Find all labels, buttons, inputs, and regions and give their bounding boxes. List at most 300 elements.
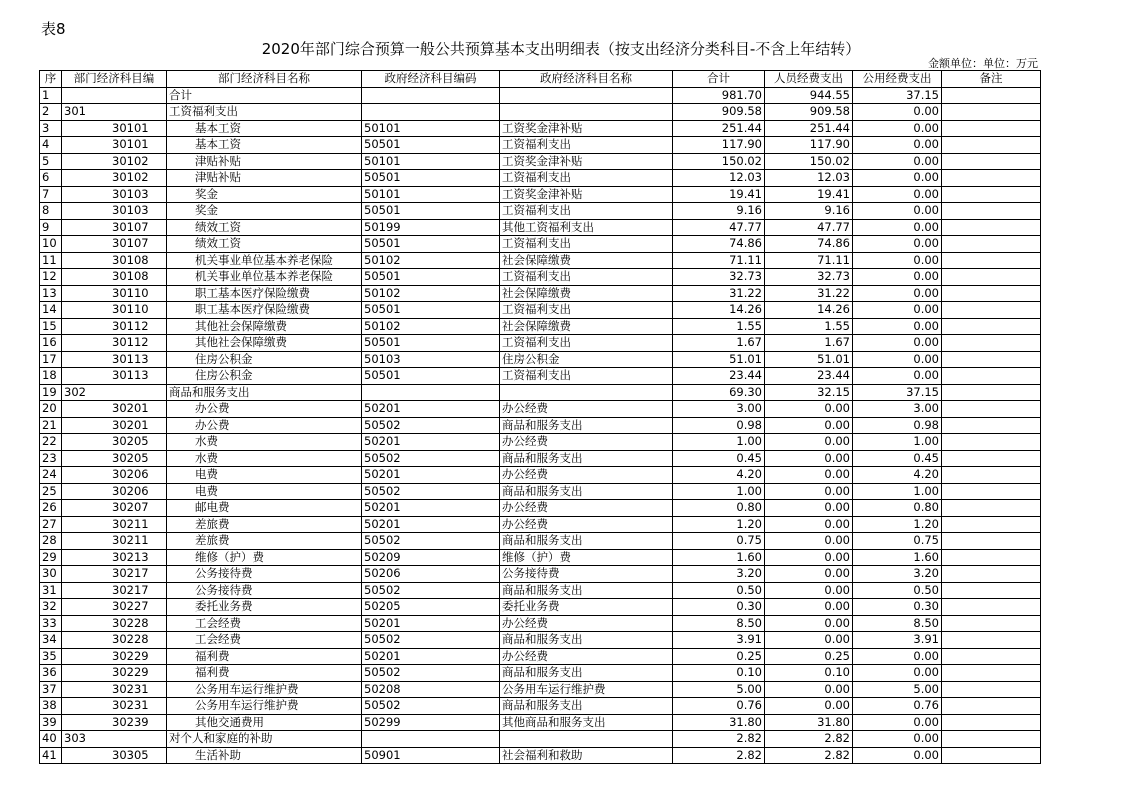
cell-dept-code: 30211 [62,533,167,550]
table-row [40,434,1041,451]
cell-gov-name: 维修（护）费 [500,549,673,566]
table-row [40,714,1041,731]
cell-total: 150.02 [673,153,765,170]
cell-gov-code: 50502 [362,698,500,715]
cell-dept-name: 办公费 [167,401,362,418]
cell-public: 5.00 [853,681,942,698]
cell-total: 32.73 [673,269,765,286]
cell-seq: 29 [40,549,62,566]
sheet-label: 表8 [41,20,66,38]
cell-dept-code: 30103 [62,186,167,203]
cell-gov-code: 50101 [362,186,500,203]
table-row [40,186,1041,203]
cell-remark [942,698,1041,715]
header-total: 合计 [673,71,765,88]
table-row [40,681,1041,698]
table-row [40,549,1041,566]
cell-remark [942,615,1041,632]
cell-total: 1.55 [673,318,765,335]
cell-dept-code: 30201 [62,417,167,434]
cell-dept-name: 福利费 [167,648,362,665]
cell-personnel: 71.11 [765,252,853,269]
cell-gov-name: 办公经费 [500,500,673,517]
cell-gov-name: 工资福利支出 [500,137,673,154]
cell-gov-code: 50206 [362,566,500,583]
cell-gov-name: 工资奖金津补贴 [500,186,673,203]
cell-dept-code: 30217 [62,566,167,583]
cell-public: 0.00 [853,302,942,319]
cell-gov-name: 办公经费 [500,401,673,418]
cell-seq: 37 [40,681,62,698]
cell-dept-code: 30201 [62,401,167,418]
cell-seq: 3 [40,120,62,137]
cell-personnel: 0.00 [765,450,853,467]
cell-dept-name: 基本工资 [167,120,362,137]
cell-seq: 22 [40,434,62,451]
cell-remark [942,599,1041,616]
cell-total: 47.77 [673,219,765,236]
cell-seq: 34 [40,632,62,649]
cell-total: 0.25 [673,648,765,665]
cell-seq: 8 [40,203,62,220]
cell-personnel: 14.26 [765,302,853,319]
cell-remark [942,252,1041,269]
cell-gov-code: 50501 [362,203,500,220]
cell-dept-name: 生活补助 [167,747,362,764]
cell-gov-name: 工资福利支出 [500,302,673,319]
cell-personnel: 31.22 [765,285,853,302]
cell-dept-code: 30205 [62,434,167,451]
cell-seq: 27 [40,516,62,533]
unit-label: 金额单位：单位：万元 [928,57,1038,70]
cell-personnel: 0.00 [765,533,853,550]
cell-personnel: 150.02 [765,153,853,170]
cell-dept-code: 30101 [62,120,167,137]
cell-gov-name: 社会福利和救助 [500,747,673,764]
cell-gov-name: 社会保障缴费 [500,252,673,269]
cell-public: 1.60 [853,549,942,566]
cell-public: 0.75 [853,533,942,550]
cell-total: 8.50 [673,615,765,632]
cell-dept-name: 工会经费 [167,615,362,632]
cell-gov-code: 50502 [362,533,500,550]
table-row [40,335,1041,352]
cell-seq: 7 [40,186,62,203]
cell-remark [942,681,1041,698]
cell-remark [942,401,1041,418]
cell-seq: 17 [40,351,62,368]
cell-public: 0.30 [853,599,942,616]
cell-gov-code: 50101 [362,153,500,170]
cell-seq: 38 [40,698,62,715]
cell-personnel: 0.00 [765,615,853,632]
cell-remark [942,384,1041,401]
cell-dept-name: 委托业务费 [167,599,362,616]
table-row [40,170,1041,187]
cell-dept-code: 30102 [62,153,167,170]
cell-seq: 4 [40,137,62,154]
cell-public: 0.98 [853,417,942,434]
cell-dept-name: 职工基本医疗保险缴费 [167,285,362,302]
cell-total: 19.41 [673,186,765,203]
cell-remark [942,566,1041,583]
cell-gov-code: 50502 [362,483,500,500]
cell-dept-name: 其他交通费用 [167,714,362,731]
cell-dept-code: 30229 [62,665,167,682]
cell-public: 0.00 [853,285,942,302]
cell-dept-code: 30107 [62,219,167,236]
table-row [40,731,1041,748]
budget-table [39,70,1041,764]
table-row [40,219,1041,236]
cell-total: 1.00 [673,434,765,451]
cell-gov-code: 50201 [362,434,500,451]
cell-seq: 10 [40,236,62,253]
cell-personnel: 0.00 [765,401,853,418]
cell-total: 0.50 [673,582,765,599]
cell-total: 0.10 [673,665,765,682]
cell-dept-name: 水费 [167,434,362,451]
cell-public: 37.15 [853,384,942,401]
table-row [40,104,1041,121]
cell-dept-name: 差旅费 [167,533,362,550]
cell-gov-code: 50502 [362,450,500,467]
cell-seq: 26 [40,500,62,517]
cell-public: 0.00 [853,219,942,236]
table-row [40,566,1041,583]
table-row [40,285,1041,302]
cell-dept-name: 公务用车运行维护费 [167,681,362,698]
cell-total: 31.80 [673,714,765,731]
cell-gov-name: 工资福利支出 [500,236,673,253]
cell-seq: 41 [40,747,62,764]
cell-public: 0.00 [853,351,942,368]
cell-dept-code: 30107 [62,236,167,253]
table-row [40,599,1041,616]
cell-seq: 9 [40,219,62,236]
cell-personnel: 0.00 [765,566,853,583]
cell-dept-code: 30239 [62,714,167,731]
table-row [40,87,1041,104]
cell-remark [942,335,1041,352]
cell-dept-code: 303 [62,731,167,748]
cell-public: 0.00 [853,731,942,748]
cell-dept-name: 维修（护）费 [167,549,362,566]
cell-dept-name: 津贴补贴 [167,170,362,187]
cell-gov-code: 50502 [362,665,500,682]
cell-public: 0.50 [853,582,942,599]
table-row [40,615,1041,632]
cell-remark [942,549,1041,566]
cell-gov-name: 工资福利支出 [500,170,673,187]
cell-seq: 35 [40,648,62,665]
cell-gov-name: 其他商品和服务支出 [500,714,673,731]
cell-gov-name: 商品和服务支出 [500,582,673,599]
cell-dept-code: 30305 [62,747,167,764]
cell-personnel: 0.00 [765,467,853,484]
cell-total: 1.20 [673,516,765,533]
cell-remark [942,137,1041,154]
cell-remark [942,219,1041,236]
cell-remark [942,500,1041,517]
cell-dept-name: 对个人和家庭的补助 [167,731,362,748]
cell-total: 909.58 [673,104,765,121]
cell-dept-name: 水费 [167,450,362,467]
cell-total: 2.82 [673,747,765,764]
cell-gov-code [362,104,500,121]
cell-dept-code: 30112 [62,318,167,335]
cell-total: 0.75 [673,533,765,550]
cell-total: 31.22 [673,285,765,302]
cell-dept-code: 302 [62,384,167,401]
cell-dept-name: 工资福利支出 [167,104,362,121]
cell-total: 69.30 [673,384,765,401]
cell-dept-name: 机关事业单位基本养老保险 [167,269,362,286]
cell-gov-code: 50103 [362,351,500,368]
cell-gov-code: 50201 [362,401,500,418]
cell-seq: 16 [40,335,62,352]
cell-total: 4.20 [673,467,765,484]
cell-seq: 18 [40,368,62,385]
cell-personnel: 2.82 [765,747,853,764]
cell-personnel: 0.00 [765,632,853,649]
cell-total: 2.82 [673,731,765,748]
cell-dept-name: 住房公积金 [167,351,362,368]
cell-gov-code: 50501 [362,236,500,253]
cell-dept-code: 30207 [62,500,167,517]
cell-personnel: 909.58 [765,104,853,121]
cell-gov-name: 工资福利支出 [500,335,673,352]
cell-total: 74.86 [673,236,765,253]
cell-public: 0.76 [853,698,942,715]
cell-public: 0.00 [853,665,942,682]
cell-gov-name: 商品和服务支出 [500,483,673,500]
cell-dept-name: 职工基本医疗保险缴费 [167,302,362,319]
cell-public: 0.00 [853,137,942,154]
cell-seq: 21 [40,417,62,434]
cell-total: 3.91 [673,632,765,649]
cell-personnel: 0.25 [765,648,853,665]
table-row [40,450,1041,467]
cell-gov-code: 50201 [362,467,500,484]
cell-seq: 11 [40,252,62,269]
cell-remark [942,714,1041,731]
cell-public: 0.00 [853,153,942,170]
cell-gov-code: 50299 [362,714,500,731]
cell-dept-name: 工会经费 [167,632,362,649]
cell-gov-name: 商品和服务支出 [500,417,673,434]
table-row [40,500,1041,517]
cell-personnel: 1.67 [765,335,853,352]
cell-gov-code: 50501 [362,302,500,319]
table-row [40,747,1041,764]
cell-gov-code: 50199 [362,219,500,236]
cell-seq: 2 [40,104,62,121]
cell-seq: 6 [40,170,62,187]
cell-dept-code: 30228 [62,615,167,632]
table-row [40,153,1041,170]
cell-dept-code: 30211 [62,516,167,533]
cell-seq: 15 [40,318,62,335]
cell-gov-name: 商品和服务支出 [500,533,673,550]
cell-remark [942,417,1041,434]
cell-dept-name: 其他社会保障缴费 [167,335,362,352]
cell-dept-code: 30228 [62,632,167,649]
cell-remark [942,731,1041,748]
cell-total: 23.44 [673,368,765,385]
cell-remark [942,450,1041,467]
cell-gov-code: 50102 [362,285,500,302]
cell-seq: 5 [40,153,62,170]
table-row [40,417,1041,434]
cell-dept-name: 商品和服务支出 [167,384,362,401]
cell-remark [942,269,1041,286]
cell-dept-name: 电费 [167,467,362,484]
cell-gov-name [500,384,673,401]
cell-gov-code: 50901 [362,747,500,764]
cell-dept-code: 30108 [62,252,167,269]
cell-personnel: 9.16 [765,203,853,220]
cell-gov-name: 社会保障缴费 [500,318,673,335]
cell-public: 0.00 [853,368,942,385]
cell-gov-code: 50501 [362,137,500,154]
cell-public: 3.91 [853,632,942,649]
cell-gov-code: 50201 [362,516,500,533]
table-row [40,384,1041,401]
header-gov-code: 政府经济科目编码 [362,71,500,88]
cell-remark [942,236,1041,253]
cell-dept-code: 30229 [62,648,167,665]
table-row [40,582,1041,599]
cell-remark [942,318,1041,335]
cell-remark [942,467,1041,484]
cell-total: 14.26 [673,302,765,319]
cell-seq: 14 [40,302,62,319]
cell-gov-code: 50201 [362,615,500,632]
cell-gov-name: 工资福利支出 [500,269,673,286]
cell-dept-name: 奖金 [167,186,362,203]
cell-remark [942,582,1041,599]
cell-remark [942,120,1041,137]
cell-total: 0.30 [673,599,765,616]
cell-personnel: 0.00 [765,549,853,566]
header-remark: 备注 [942,71,1041,88]
cell-public: 0.45 [853,450,942,467]
cell-personnel: 0.00 [765,417,853,434]
cell-gov-code [362,87,500,104]
cell-personnel: 19.41 [765,186,853,203]
table-row [40,648,1041,665]
table-row [40,533,1041,550]
header-dept-name: 部门经济科目名称 [167,71,362,88]
cell-personnel: 47.77 [765,219,853,236]
cell-remark [942,665,1041,682]
cell-personnel: 32.73 [765,269,853,286]
table-row [40,665,1041,682]
cell-total: 1.60 [673,549,765,566]
cell-public: 1.00 [853,483,942,500]
table-row [40,302,1041,319]
cell-gov-name: 办公经费 [500,516,673,533]
cell-personnel: 0.00 [765,483,853,500]
cell-dept-code: 30113 [62,368,167,385]
cell-personnel: 0.00 [765,681,853,698]
cell-gov-code: 50502 [362,632,500,649]
cell-public: 8.50 [853,615,942,632]
cell-dept-code: 30206 [62,467,167,484]
cell-public: 3.00 [853,401,942,418]
header-seq: 序 [40,71,62,88]
cell-gov-code: 50101 [362,120,500,137]
cell-gov-code [362,731,500,748]
cell-personnel: 23.44 [765,368,853,385]
header-public: 公用经费支出 [853,71,942,88]
cell-dept-name: 合计 [167,87,362,104]
cell-total: 251.44 [673,120,765,137]
cell-gov-code: 50102 [362,252,500,269]
cell-public: 3.20 [853,566,942,583]
cell-gov-name [500,87,673,104]
cell-dept-code: 30206 [62,483,167,500]
cell-dept-name: 福利费 [167,665,362,682]
cell-total: 0.98 [673,417,765,434]
table-row [40,516,1041,533]
cell-total: 1.67 [673,335,765,352]
cell-total: 0.76 [673,698,765,715]
cell-seq: 1 [40,87,62,104]
cell-seq: 20 [40,401,62,418]
cell-dept-code: 30103 [62,203,167,220]
cell-gov-name: 工资福利支出 [500,203,673,220]
cell-dept-code: 30102 [62,170,167,187]
cell-total: 71.11 [673,252,765,269]
cell-gov-name: 委托业务费 [500,599,673,616]
cell-seq: 32 [40,599,62,616]
table-row [40,698,1041,715]
cell-dept-code [62,87,167,104]
cell-seq: 28 [40,533,62,550]
table-row [40,120,1041,137]
cell-public: 0.00 [853,335,942,352]
cell-public: 0.00 [853,269,942,286]
cell-public: 0.00 [853,120,942,137]
cell-gov-code: 50208 [362,681,500,698]
cell-public: 0.80 [853,500,942,517]
cell-gov-code: 50102 [362,318,500,335]
cell-public: 1.20 [853,516,942,533]
cell-personnel: 31.80 [765,714,853,731]
cell-dept-name: 住房公积金 [167,368,362,385]
cell-gov-name: 办公经费 [500,648,673,665]
cell-dept-name: 绩效工资 [167,219,362,236]
cell-remark [942,87,1041,104]
cell-dept-code: 30213 [62,549,167,566]
cell-gov-name: 公务接待费 [500,566,673,583]
cell-personnel: 251.44 [765,120,853,137]
cell-remark [942,351,1041,368]
header-gov-name: 政府经济科目名称 [500,71,673,88]
cell-seq: 24 [40,467,62,484]
cell-gov-code: 50501 [362,269,500,286]
cell-gov-name: 社会保障缴费 [500,285,673,302]
cell-public: 0.00 [853,104,942,121]
cell-remark [942,104,1041,121]
cell-dept-name: 公务接待费 [167,582,362,599]
cell-gov-name: 商品和服务支出 [500,450,673,467]
table-row [40,401,1041,418]
cell-public: 0.00 [853,714,942,731]
cell-dept-name: 其他社会保障缴费 [167,318,362,335]
